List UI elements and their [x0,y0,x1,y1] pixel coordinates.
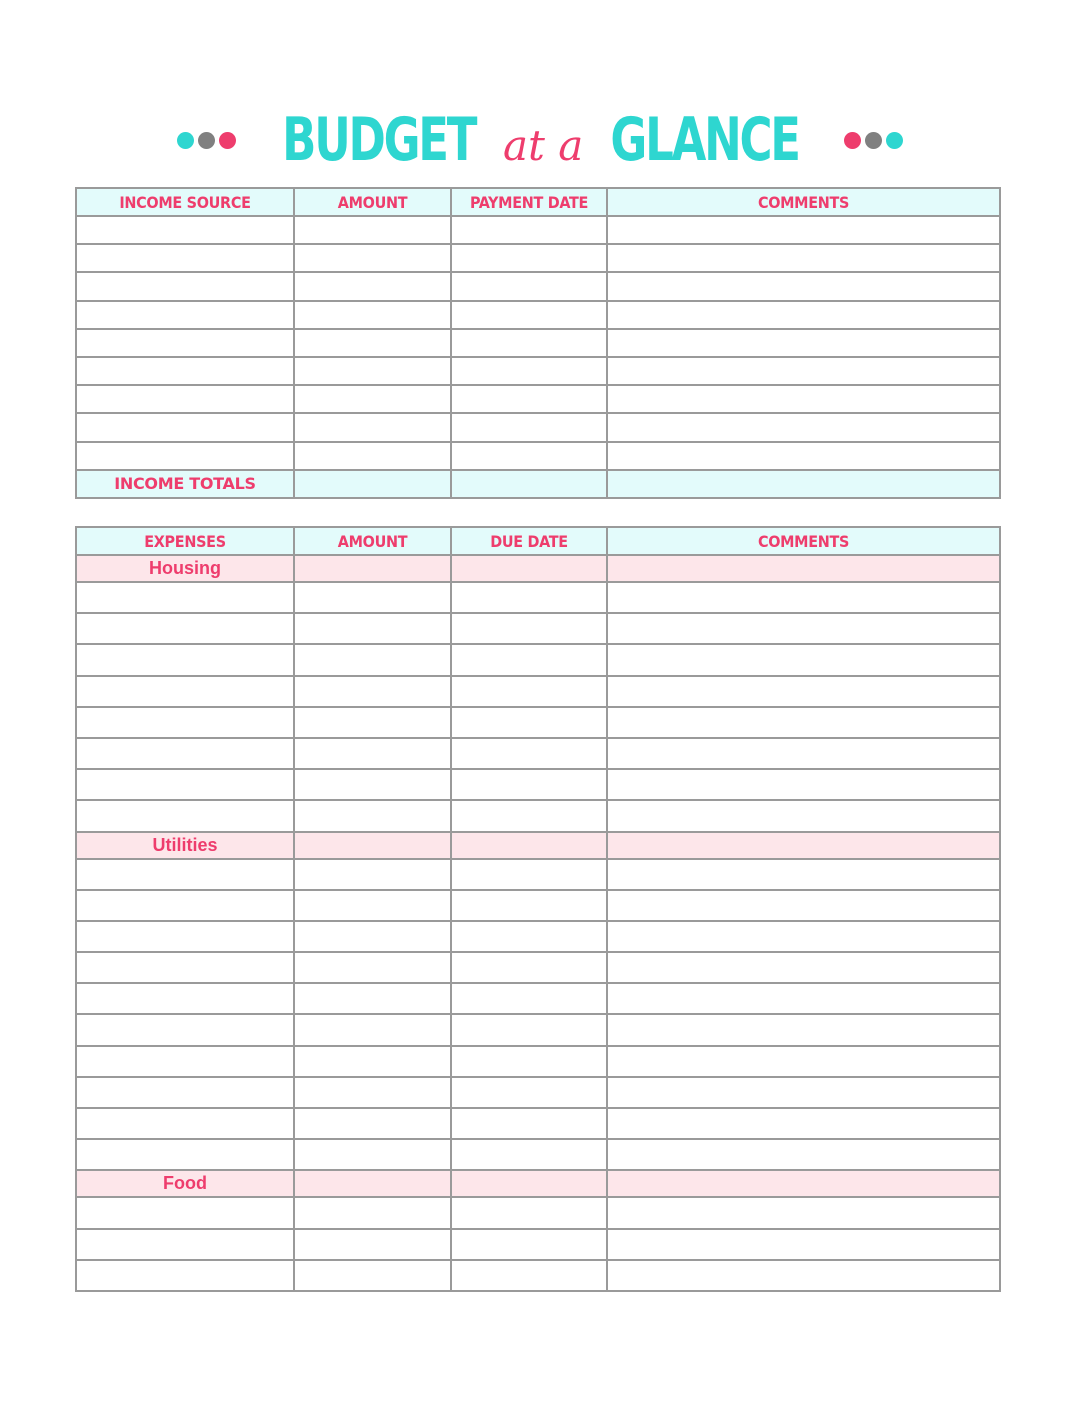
entry-cell[interactable] [294,769,451,800]
entry-cell[interactable] [451,707,607,738]
entry-cell[interactable] [294,244,451,272]
table-row [76,442,1000,470]
entry-cell[interactable] [76,582,294,613]
entry-cell[interactable] [607,952,1000,983]
entry-cell[interactable] [451,769,607,800]
entry-cell[interactable] [607,1197,1000,1228]
table-row [76,676,1000,707]
entry-cell[interactable] [607,613,1000,644]
entry-cell[interactable] [607,329,1000,357]
table-row [76,329,1000,357]
entry-cell[interactable] [451,983,607,1014]
entry-cell[interactable] [76,357,294,385]
total-cell[interactable] [294,470,451,498]
entry-cell[interactable] [607,707,1000,738]
title-dots-left [177,132,236,149]
entry-cell[interactable] [451,738,607,769]
pink-dot-icon [219,132,236,149]
table-row [76,244,1000,272]
table-row [76,582,1000,613]
entry-cell[interactable] [451,329,607,357]
entry-cell[interactable] [76,921,294,952]
entry-cell[interactable] [451,921,607,952]
entry-cell[interactable] [76,1046,294,1077]
table-row [76,890,1000,921]
entry-cell[interactable] [76,1260,294,1291]
entry-cell[interactable] [451,644,607,675]
table-row [76,921,1000,952]
table-row [76,1108,1000,1139]
entry-cell[interactable] [607,357,1000,385]
entry-cell[interactable] [607,244,1000,272]
table-row [76,385,1000,413]
entry-cell[interactable] [451,385,607,413]
entry-cell[interactable] [76,413,294,441]
entry-cell[interactable] [451,1139,607,1170]
entry-cell[interactable] [76,1139,294,1170]
table-row [76,613,1000,644]
pink-dot-icon [844,132,861,149]
entry-cell[interactable] [607,1077,1000,1108]
column-header: AMOUNT [294,188,451,216]
totals-row [76,470,1000,498]
entry-cell[interactable] [76,890,294,921]
entry-cell[interactable] [294,1108,451,1139]
entry-cell[interactable] [451,413,607,441]
entry-cell[interactable] [294,890,451,921]
entry-cell[interactable] [76,644,294,675]
table-row [76,983,1000,1014]
entry-cell[interactable] [607,890,1000,921]
entry-cell[interactable] [451,859,607,890]
column-header: PAYMENT DATE [451,188,607,216]
teal-dot-icon [886,132,903,149]
income-table [75,187,1001,499]
entry-cell[interactable] [607,769,1000,800]
entry-cell[interactable] [607,442,1000,470]
entry-cell[interactable] [76,1229,294,1260]
table-row [76,800,1000,831]
category-cell[interactable] [294,1170,451,1197]
entry-cell[interactable] [451,676,607,707]
entry-cell[interactable] [451,216,607,244]
entry-cell[interactable] [451,1108,607,1139]
entry-cell[interactable] [451,357,607,385]
table-row [76,1077,1000,1108]
entry-cell[interactable] [451,272,607,300]
entry-cell[interactable] [76,800,294,831]
category-cell[interactable] [451,832,607,859]
column-header: EXPENSES [76,527,294,555]
entry-cell[interactable] [451,1229,607,1260]
entry-cell[interactable] [607,582,1000,613]
entry-cell[interactable] [294,216,451,244]
income-totals-label: INCOME TOTALS [76,470,294,498]
entry-cell[interactable] [607,413,1000,441]
entry-cell[interactable] [76,272,294,300]
entry-cell[interactable] [451,1197,607,1228]
table-row [76,272,1000,300]
entry-cell[interactable] [76,707,294,738]
entry-cell[interactable] [294,1014,451,1045]
entry-cell[interactable] [294,644,451,675]
entry-cell[interactable] [76,952,294,983]
entry-cell[interactable] [294,738,451,769]
title-glance: GLANCE [610,105,800,175]
entry-cell[interactable] [451,1014,607,1045]
entry-cell[interactable] [607,983,1000,1014]
entry-cell[interactable] [76,329,294,357]
table-row [76,413,1000,441]
entry-cell[interactable] [451,952,607,983]
entry-cell[interactable] [76,244,294,272]
table-row [76,859,1000,890]
table-row [76,1260,1000,1291]
entry-cell[interactable] [607,800,1000,831]
entry-cell[interactable] [607,1108,1000,1139]
teal-dot-icon [177,132,194,149]
entry-cell[interactable] [607,1046,1000,1077]
entry-cell[interactable] [294,357,451,385]
page-title [0,100,1080,180]
category-cell[interactable] [451,1170,607,1197]
gray-dot-icon [198,132,215,149]
total-cell[interactable] [607,470,1000,498]
category-cell[interactable] [607,832,1000,859]
entry-cell[interactable] [294,983,451,1014]
category-cell[interactable] [294,832,451,859]
entry-cell[interactable] [76,983,294,1014]
category-label: Housing [76,555,294,582]
table-row [76,1139,1000,1170]
entry-cell[interactable] [607,1139,1000,1170]
column-header: DUE DATE [451,527,607,555]
entry-cell[interactable] [294,385,451,413]
table-row [76,707,1000,738]
entry-cell[interactable] [451,244,607,272]
entry-cell[interactable] [294,859,451,890]
category-row [76,832,1000,859]
entry-cell[interactable] [607,921,1000,952]
entry-cell[interactable] [451,1046,607,1077]
title-dots-right [844,132,903,149]
entry-cell[interactable] [76,216,294,244]
entry-cell[interactable] [607,385,1000,413]
category-cell[interactable] [607,1170,1000,1197]
entry-cell[interactable] [76,613,294,644]
entry-cell[interactable] [451,1260,607,1291]
entry-cell[interactable] [451,613,607,644]
title-text [250,105,831,175]
category-label: Food [76,1170,294,1197]
entry-cell[interactable] [76,442,294,470]
entry-cell[interactable] [294,442,451,470]
column-header: COMMENTS [607,527,1000,555]
category-cell[interactable] [607,555,1000,582]
entry-cell[interactable] [76,676,294,707]
column-header: COMMENTS [607,188,1000,216]
entry-cell[interactable] [451,800,607,831]
entry-cell[interactable] [451,1077,607,1108]
entry-cell[interactable] [607,859,1000,890]
entry-cell[interactable] [294,272,451,300]
entry-cell[interactable] [607,1014,1000,1045]
entry-cell[interactable] [76,1014,294,1045]
entry-cell[interactable] [294,1229,451,1260]
entry-cell[interactable] [294,329,451,357]
entry-cell[interactable] [76,301,294,329]
table-row [76,301,1000,329]
title-at-a: at a [502,121,584,170]
entry-cell[interactable] [76,859,294,890]
entry-cell[interactable] [607,216,1000,244]
entry-cell[interactable] [607,272,1000,300]
entry-cell[interactable] [76,738,294,769]
category-row [76,1170,1000,1197]
total-cell[interactable] [451,470,607,498]
table-row [76,738,1000,769]
entry-cell[interactable] [451,301,607,329]
table-row [76,644,1000,675]
entry-cell[interactable] [607,644,1000,675]
table-row [76,1046,1000,1077]
entry-cell[interactable] [294,676,451,707]
entry-cell[interactable] [607,738,1000,769]
entry-cell[interactable] [294,1046,451,1077]
entry-cell[interactable] [451,582,607,613]
entry-cell[interactable] [294,301,451,329]
column-header: AMOUNT [294,527,451,555]
category-cell[interactable] [294,555,451,582]
entry-cell[interactable] [294,1077,451,1108]
table-row [76,1014,1000,1045]
entry-cell[interactable] [76,385,294,413]
table-row [76,1197,1000,1228]
entry-cell[interactable] [294,1197,451,1228]
column-header: INCOME SOURCE [76,188,294,216]
entry-cell[interactable] [294,952,451,983]
category-cell[interactable] [451,555,607,582]
entry-cell[interactable] [294,613,451,644]
entry-cell[interactable] [76,1077,294,1108]
header-row [76,527,1000,555]
entry-cell[interactable] [607,1229,1000,1260]
entry-cell[interactable] [294,582,451,613]
entry-cell[interactable] [76,1197,294,1228]
header-row [76,188,1000,216]
entry-cell[interactable] [294,413,451,441]
entry-cell[interactable] [451,890,607,921]
entry-cell[interactable] [294,921,451,952]
category-label: Utilities [76,832,294,859]
entry-cell[interactable] [294,1139,451,1170]
entry-cell[interactable] [294,800,451,831]
gray-dot-icon [865,132,882,149]
table-row [76,357,1000,385]
entry-cell[interactable] [607,676,1000,707]
entry-cell[interactable] [607,301,1000,329]
entry-cell[interactable] [294,707,451,738]
table-row [76,952,1000,983]
entry-cell[interactable] [76,1108,294,1139]
expenses-table [75,526,1001,1292]
table-row [76,216,1000,244]
entry-cell[interactable] [607,1260,1000,1291]
table-row [76,1229,1000,1260]
title-budget: BUDGET [281,105,475,175]
entry-cell[interactable] [451,442,607,470]
table-row [76,769,1000,800]
category-row [76,555,1000,582]
entry-cell[interactable] [76,769,294,800]
entry-cell[interactable] [294,1260,451,1291]
